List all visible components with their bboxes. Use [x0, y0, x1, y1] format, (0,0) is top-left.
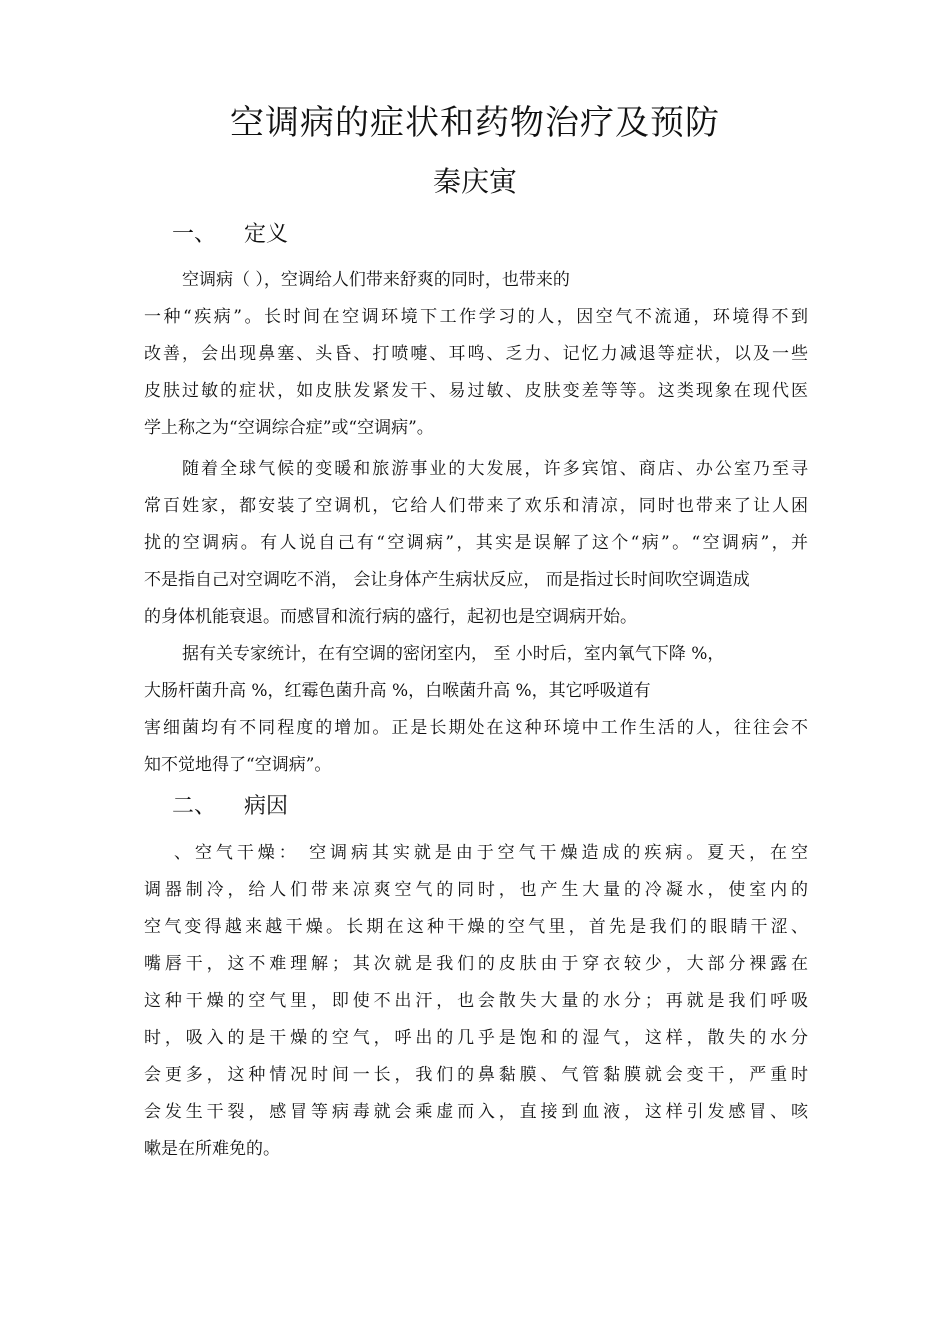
- paragraph-line: 的身体机能衰退。而感冒和流行病的盛行，起初也是空调病开始。: [144, 607, 637, 627]
- paragraph-line: 会发生干裂，感冒等病毒就会乘虚而入，直接到血液，这样引发感冒、咳: [144, 1102, 808, 1122]
- paragraph-line: 不是指自己对空调吃不消， 会让身体产生病状反应， 而是指过长时间吹空调造成: [144, 570, 750, 590]
- paragraph-line: 知不觉地得了“空调病”。: [144, 755, 332, 775]
- paragraph-line: 一种“疾病”。长时间在空调环境下工作学习的人，因空气不流通，环境得不到: [144, 307, 808, 327]
- paragraph-line: 空调病（ ），空调给人们带来舒爽的同时，也带来的: [182, 270, 570, 290]
- paragraph-line: 学上称之为“空调综合症”或“空调病”。: [144, 418, 434, 438]
- paragraph-line: 嗽是在所难免的。: [144, 1139, 280, 1159]
- section-heading-text: 病因: [244, 794, 289, 819]
- paragraph-line: 大肠杆菌升高 %，红霉色菌升高 %，白喉菌升高 %，其它呼吸道有: [144, 681, 651, 701]
- document-title: 空调病的症状和药物治疗及预防: [230, 103, 720, 143]
- paragraph-line: 扰的空调病。有人说自己有“空调病”，其实是误解了这个“病”。“空调病”，并: [144, 533, 808, 553]
- section-number: 二、: [172, 794, 217, 819]
- paragraph-line: 空气变得越来越干燥。长期在这种干燥的空气里，首先是我们的眼睛干涩、: [144, 917, 808, 937]
- paragraph-line: 、空气干燥： 空调病其实就是由于空气干燥造成的疾病。夏天，在空: [174, 843, 808, 863]
- paragraph-line: 据有关专家统计，在有空调的密闭室内， 至 小时后，室内氧气下降 %，: [182, 644, 725, 664]
- paragraph: [144, 262, 808, 447]
- paragraph-line: 改善，会出现鼻塞、头昏、打喷嚏、耳鸣、乏力、记忆力减退等症状，以及一些: [144, 344, 808, 364]
- section-heading-definition: [172, 218, 288, 252]
- paragraph-line: 会更多，这种情况时间一长，我们的鼻黏膜、气管黏膜就会变干，严重时: [144, 1065, 808, 1085]
- paragraph-line: 常百姓家，都安装了空调机，它给人们带来了欢乐和清凉，同时也带来了让人困: [144, 496, 808, 516]
- paragraph-line: 害细菌均有不同程度的增加。正是长期处在这种环境中工作生活的人，往往会不: [144, 718, 808, 738]
- paragraph: [144, 636, 808, 784]
- paragraph-line: 随着全球气候的变暖和旅游事业的大发展，许多宾馆、商店、办公室乃至寻: [182, 459, 808, 479]
- section-number: 一、: [172, 222, 217, 247]
- document-author: 秦庆寅: [432, 165, 517, 198]
- paragraph-line: 这种干燥的空气里，即使不出汗，也会散失大量的水分；再就是我们呼吸: [144, 991, 808, 1011]
- paragraph: [144, 835, 808, 1168]
- section-heading-cause: [172, 790, 288, 824]
- paragraph-line: 嘴唇干，这不难理解；其次就是我们的皮肤由于穿衣较少，大部分裸露在: [144, 954, 808, 974]
- paragraph: [144, 451, 808, 636]
- paragraph-line: 时，吸入的是干燥的空气，呼出的几乎是饱和的湿气，这样，散失的水分: [144, 1028, 808, 1048]
- paragraph-line: 调器制冷，给人们带来凉爽空气的同时，也产生大量的冷凝水，使室内的: [144, 880, 808, 900]
- paragraph-line: 皮肤过敏的症状，如皮肤发紧发干、易过敏、皮肤变差等等。这类现象在现代医: [144, 381, 808, 401]
- section-heading-text: 定义: [244, 222, 289, 247]
